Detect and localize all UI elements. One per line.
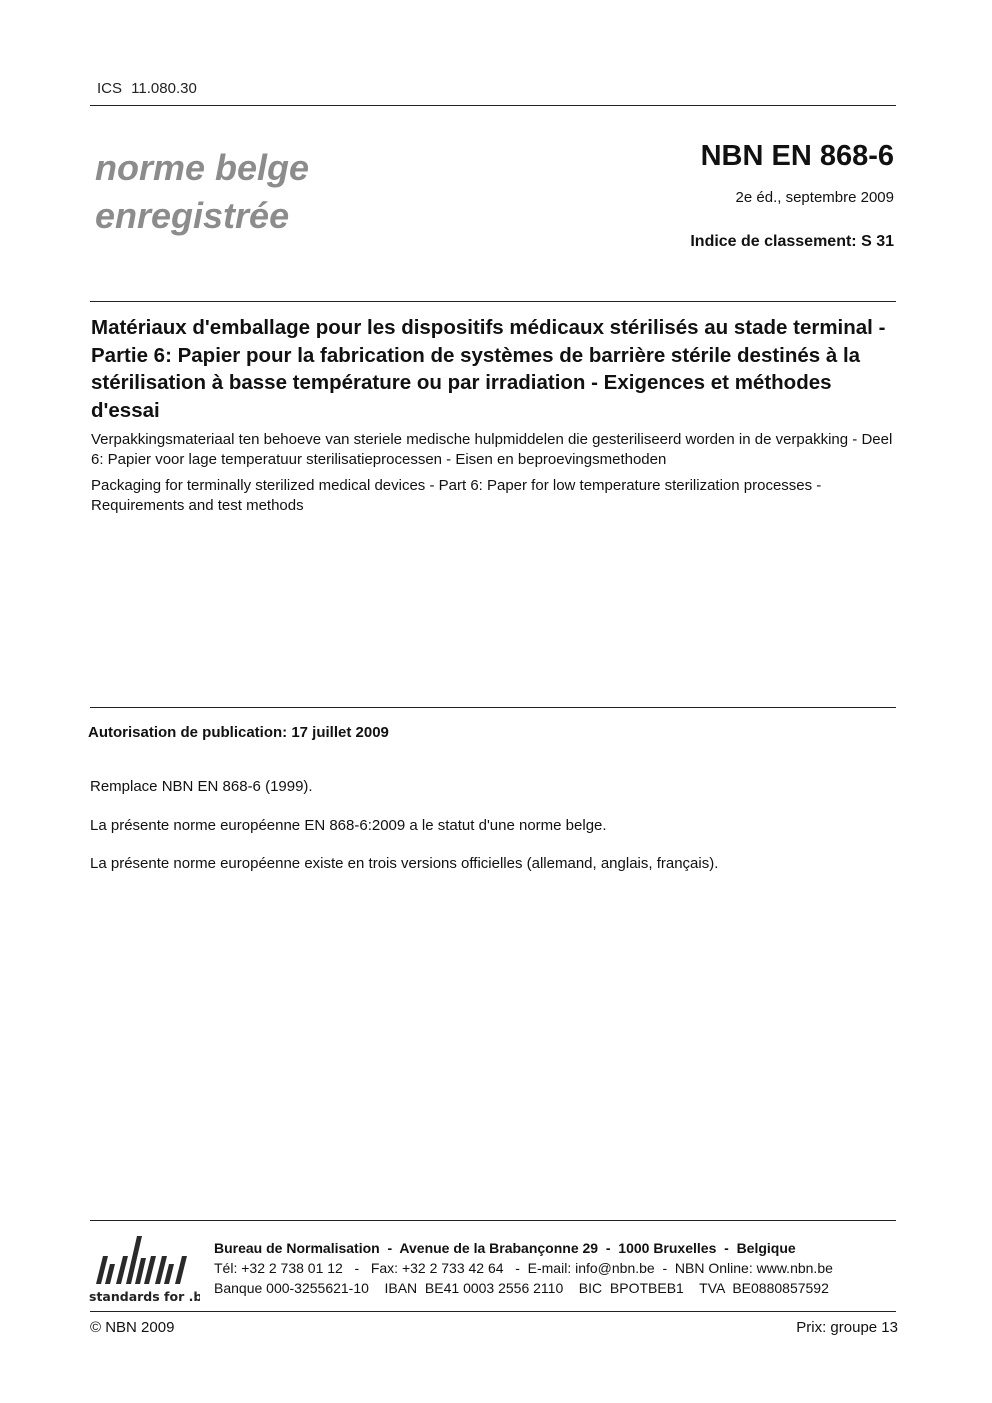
classification-index: Indice de classement: S 31 (690, 233, 894, 250)
bottom-divider (90, 1311, 896, 1312)
bank-info: Banque 000-3255621-10 IBAN BE41 0003 2556 2110 BIC BPOTBEB1 TVA BE0880857592 (214, 1280, 829, 1296)
publication-divider (90, 707, 896, 708)
copyright: © NBN 2009 (90, 1319, 175, 1336)
title-english: Packaging for terminally sterilized medical devices - Part 6: Paper for low temperature sterilization processes - Requirements and test methods (91, 477, 822, 514)
header-divider (90, 105, 896, 106)
contact-info: Tél: +32 2 738 01 12 - Fax: +32 2 733 42 64 - E-mail: info@nbn.be - NBN Online: www.nbn.be (214, 1260, 833, 1276)
norme-line-2: enregistrée (95, 195, 290, 236)
norme-belge-heading (95, 144, 309, 240)
logo-tagline: standards for .be (89, 1289, 200, 1304)
price-group: Prix: groupe 13 (796, 1319, 898, 1336)
ics-code: ICS 11.080.30 (97, 80, 197, 97)
norme-line-1: norme belge (95, 147, 310, 188)
title-french: Matériaux d'emballage pour les dispositifs médicaux stérilisés au stade terminal - Partie 6: Papier pour la fabrication de systèmes de barrière stérile destinés à la stérilisation à basse température ou par irradiation - Exigences et méthodes d'essai (91, 316, 886, 422)
versions-note: La présente norme européenne existe en trois versions officielles (allemand, anglais, français). (90, 855, 719, 872)
nbn-logo (88, 1226, 200, 1304)
standard-number: NBN EN 868-6 (700, 140, 894, 172)
status-note: La présente norme européenne EN 868-6:2009 a le statut d'une norme belge. (90, 817, 607, 834)
title-divider (90, 301, 896, 302)
title-dutch: Verpakkingsmateriaal ten behoeve van steriele medische hulpmiddelen die gesteriliseerd worden in de verpakking - Deel 6: Papier voor lage temperatuur sterilisatieprocessen - Eisen en beproevingsmethoden (91, 431, 893, 468)
edition-date: 2e éd., septembre 2009 (735, 189, 894, 206)
bureau-address: Bureau de Normalisation - Avenue de la Brabançonne 29 - 1000 Bruxelles - Belgique (214, 1240, 796, 1256)
footer-divider (90, 1220, 896, 1221)
nbn-logo-icon (88, 1226, 200, 1304)
replaces-note: Remplace NBN EN 868-6 (1999). (90, 778, 313, 795)
publication-authorisation: Autorisation de publication: 17 juillet 2009 (88, 724, 389, 741)
